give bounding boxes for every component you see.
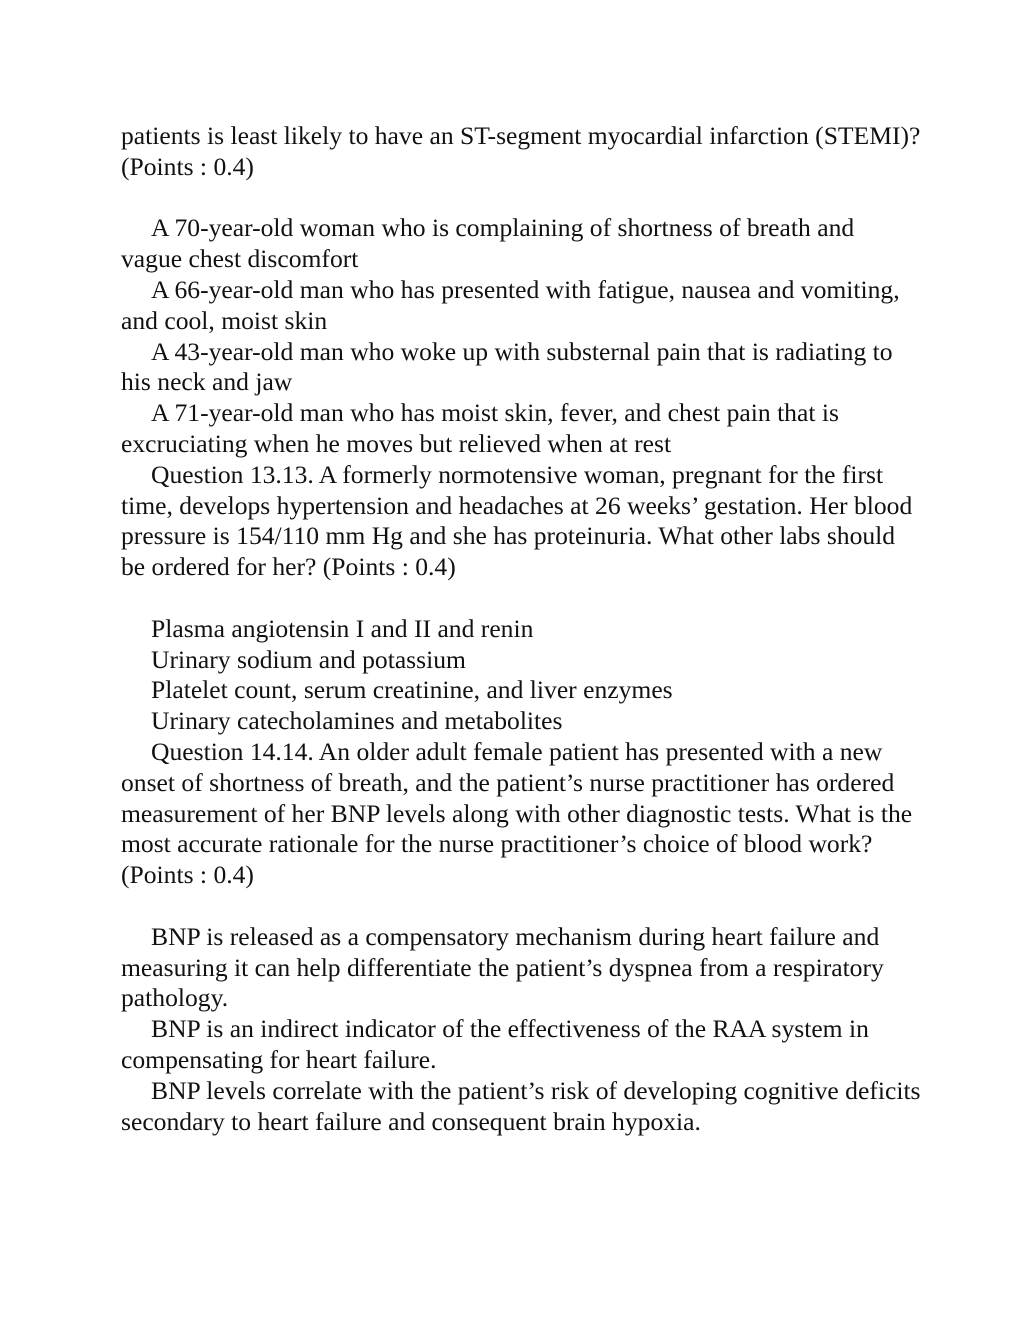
question-13-option-a: Plasma angiotensin I and II and renin [151,613,534,643]
question-12-option-c: A 43-year-old man who woke up with substernal pain that is radiating to his neck and jaw [121,336,893,397]
document-body [121,121,921,1137]
question-14-option-c: BNP levels correlate with the patient’s risk of developing cognitive deficits secondary to heart failure and consequent brain hypoxia. [121,1075,921,1136]
question-13-option-d: Urinary catecholamines and metabolites [151,706,563,736]
question-13-option-c: Platelet count, serum creatinine, and liver enzymes [151,675,673,705]
question-12-option-a: A 70-year-old woman who is complaining of shortness of breath and vague chest discomfort [121,213,855,274]
question-13-option-b: Urinary sodium and potassium [151,644,466,674]
question-12-stem-tail: patients is least likely to have an ST-segment myocardial infarction (STEMI)? (Points : 0.4) [121,121,921,181]
question-14-option-a: BNP is released as a compensatory mechanism during heart failure and measuring it can help differentiate the patient’s dyspnea from a respiratory pathology. [121,921,884,1013]
blank-line [121,583,921,614]
blank-line [121,891,921,922]
question-12-option-d: A 71-year-old man who has moist skin, fever, and chest pain that is excruciating when he moves but relieved when at rest [121,398,839,458]
question-14-stem: Question 14.14. An older adult female patient has presented with a new onset of shortness of breath, and the patient’s nurse practitioner has ordered measurement of her BNP levels along with other diagnostic tests. What is the most accurate rationale for the nurse practitioner’s choice of blood work? (Points : 0.4) [121,736,913,890]
question-12-option-b: A 66-year-old man who has presented with fatigue, nausea and vomiting, and cool, moist skin [121,274,900,335]
question-13-stem: Question 13.13. A formerly normotensive woman, pregnant for the first time, develops hypertension and headaches at 26 weeks’ gestation. Her blood pressure is 154/110 mm Hg and she has proteinuria. What other labs should be ordered for her? (Points : 0.4) [121,459,913,582]
blank-line [121,183,921,214]
question-14-option-b: BNP is an indirect indicator of the effectiveness of the RAA system in compensating for heart failure. [121,1014,869,1074]
